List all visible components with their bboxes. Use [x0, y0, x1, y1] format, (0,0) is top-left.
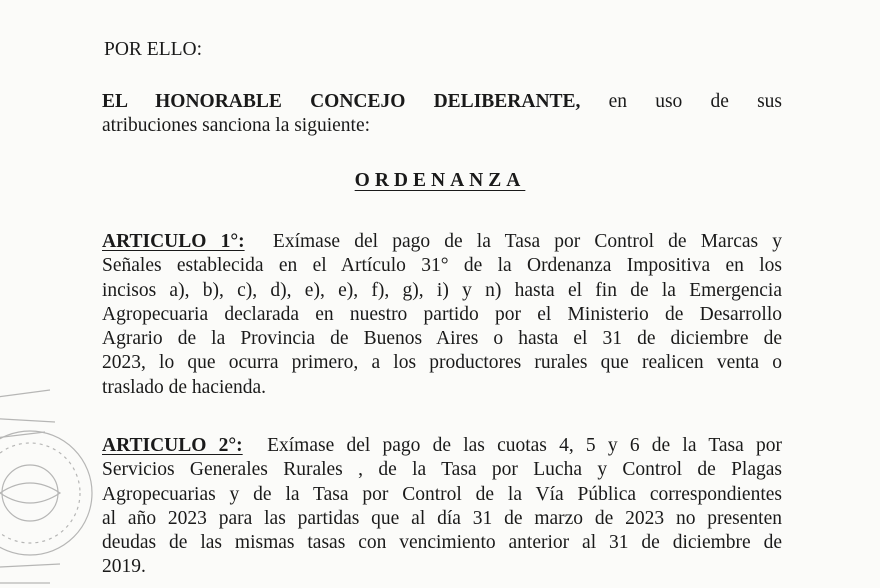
articulo-1-line: traslado de hacienda. [102, 376, 267, 398]
seal-stamp-icon [0, 378, 110, 588]
articulo-2-line: al año 2023 para las partidas que al día 31 de marzo de 2023 no presenten [102, 507, 782, 529]
articulo-1-line: Señales establecida en el Artículo 31° de la Ordenanza Impositiva en los [102, 255, 782, 277]
articulo-1-line: Exímase del pago de la Tasa por Control de Marcas y [272, 231, 782, 252]
concejo-bold-text: EL HONORABLE CONCEJO DELIBERANTE, [102, 91, 581, 112]
articulo-1-paragraph [102, 230, 782, 400]
ordenanza-title: ORDENANZA [354, 170, 526, 191]
articulo-1-line: Agropecuaria declarada en nuestro partido por el Ministerio de Desarrollo [102, 303, 782, 325]
articulo-1-label: ARTICULO 1°: [102, 231, 245, 252]
articulo-2-line: Exímase del pago de las cuotas 4, 5 y 6 de la Tasa por [267, 435, 782, 456]
por-ello-text: POR ELLO: [104, 39, 203, 60]
articulo-2-line: 2019. [102, 556, 146, 578]
articulo-2-line: Agropecuarias y de la Tasa por Control de la Vía Pública correspondientes [102, 483, 782, 505]
articulo-1-line: Agrario de la Provincia de Buenos Aires o hasta el 31 de diciembre de [102, 328, 782, 350]
articulo-2-paragraph [102, 434, 782, 580]
concejo-line-2: atribuciones sanciona la siguiente: [102, 115, 371, 137]
concejo-paragraph [102, 90, 782, 139]
concejo-rest-text: en uso de sus [580, 91, 782, 112]
articulo-2-line: Servicios Generales Rurales , de la Tasa por Lucha y Control de Plagas [102, 459, 782, 481]
articulo-1-line: incisos a), b), c), d), e), e), f), g), i) y n) hasta el fin de la Emergencia [102, 279, 782, 301]
articulo-1-line: 2023, lo que ocurra primero, a los productores rurales que realicen venta o [102, 352, 782, 374]
articulo-2-label: ARTICULO 2°: [102, 435, 243, 456]
articulo-2-line: deudas de las mismas tasas con vencimiento anterior al 31 de diciembre de [102, 532, 782, 554]
